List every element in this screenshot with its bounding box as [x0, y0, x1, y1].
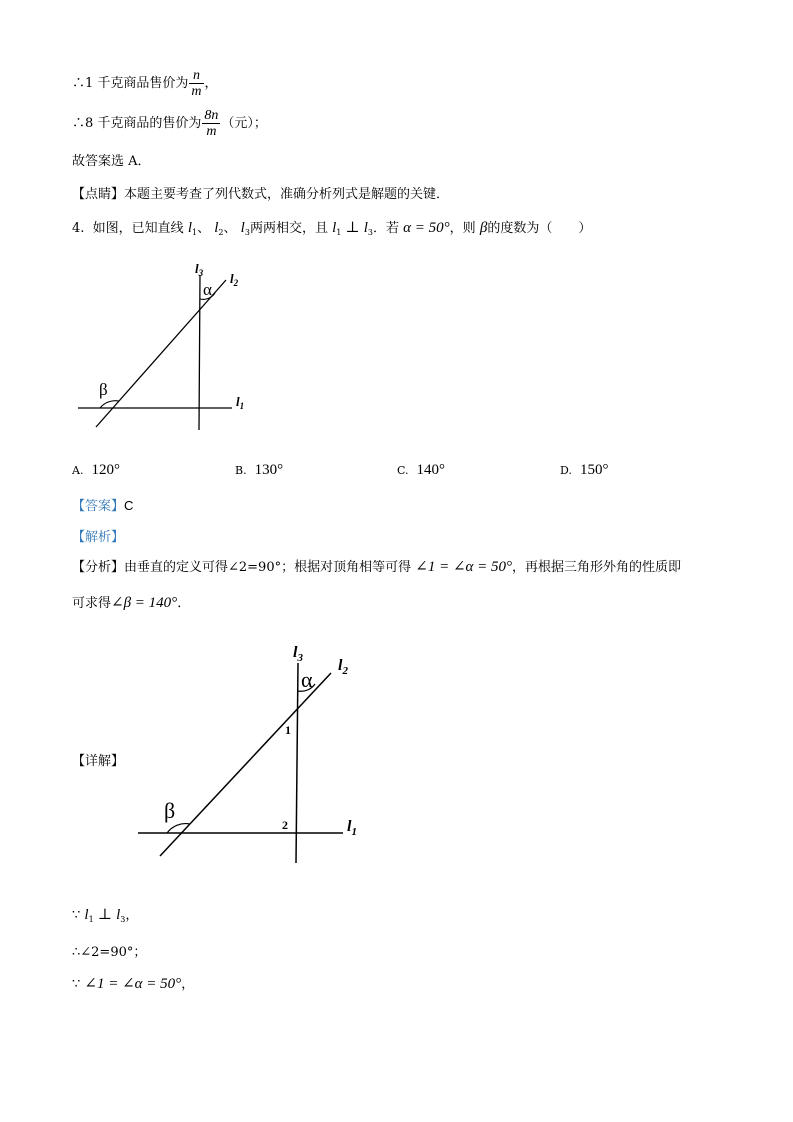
label-l3: $l_3$ [195, 261, 204, 278]
label-l1: $l_1$ [236, 394, 245, 411]
option-value: 140° [416, 462, 446, 478]
line-l2 [160, 673, 331, 856]
option-d [560, 462, 608, 479]
label-angle-1: 1 [285, 723, 291, 737]
option-c [397, 462, 445, 479]
fraction-denominator: m [191, 84, 202, 99]
question-text: 的度数为（ ） [487, 221, 592, 236]
answer-tag: 【答案】 [72, 499, 125, 514]
detail-line-3 [72, 973, 194, 993]
answer-value: C [124, 498, 134, 513]
fraction-numerator: n [189, 68, 203, 84]
line-price-8kg [72, 108, 267, 139]
detail-text: ， [125, 908, 139, 923]
label-l3: $l_3$ [293, 644, 303, 664]
option-value: 120° [91, 462, 120, 478]
math-l: l [363, 220, 368, 236]
analysis-tag: 【解析】 [72, 530, 125, 545]
analysis-text: 【分析】由垂直的定义可得∠2=90°；根据对顶角相等可得 [72, 560, 412, 575]
option-label: B. [235, 464, 247, 477]
answer-line [72, 495, 133, 514]
analysis-text: 可求得 [72, 596, 112, 611]
detail-line-1 [72, 904, 138, 924]
analysis-equation: ∠β = 140° [111, 595, 178, 611]
math-sub: 3 [120, 915, 126, 924]
label-l1: $l_1$ [347, 818, 357, 838]
because-symbol: ∵ [72, 908, 81, 923]
analysis-text: ，再根据三角形外角的性质即 [512, 560, 682, 575]
line-l2 [96, 280, 226, 427]
option-value: 150° [579, 462, 609, 478]
math-l: l [116, 907, 121, 923]
option-value: 130° [254, 462, 284, 478]
math-sub: 1 [192, 228, 198, 237]
line-text: ∴1 千克商品售价为 [72, 76, 189, 91]
question-text: 两两相交，且 [249, 221, 328, 236]
line-price-per-kg [72, 68, 218, 99]
math-sub: 1 [88, 915, 94, 924]
detail-line-2: ∴∠2=90°； [72, 945, 147, 960]
line-answer-a: 故答案选 A． [72, 154, 151, 169]
perp-symbol: ⊥ [97, 907, 112, 923]
question-4 [72, 217, 591, 237]
line-text: ， [204, 76, 218, 91]
math-sub: 3 [244, 228, 250, 237]
separator: 、 [197, 221, 211, 236]
separator: 、 [223, 221, 237, 236]
question-number: 4. [72, 221, 85, 236]
line-l3 [199, 275, 200, 430]
perp-symbol: ⊥ [345, 220, 360, 236]
option-label: C. [397, 464, 409, 477]
analysis-para-2 [72, 592, 190, 612]
analysis-equation: ∠1 = ∠α = 50° [415, 559, 513, 575]
math-l: l [240, 220, 245, 236]
label-beta: β [164, 798, 176, 823]
fraction-denominator: m [206, 124, 217, 139]
analysis-para-1 [72, 556, 681, 576]
figure-solution [130, 638, 370, 868]
beta-symbol: β [479, 220, 488, 236]
line-text: （元）； [221, 116, 267, 131]
math-l: l [187, 220, 192, 236]
label-beta: β [99, 380, 108, 399]
question-text: 如图，已知直线 [92, 221, 184, 236]
option-label: A. [72, 464, 84, 477]
question-text: ．若 [373, 221, 400, 236]
alpha-equation: α = 50° [403, 220, 450, 236]
math-l: l [332, 220, 337, 236]
figure-question [72, 255, 262, 440]
math-sub: 2 [218, 228, 224, 237]
fraction [202, 108, 220, 139]
detail-equation: ∠1 = ∠α = 50° [84, 976, 182, 992]
analysis-text: ． [177, 596, 191, 611]
detail-text: ， [181, 977, 195, 992]
math-l: l [214, 220, 219, 236]
question-text: ，则 [449, 221, 476, 236]
label-l2: $l_2$ [338, 657, 348, 677]
line-text: ∴8 千克商品的售价为 [72, 116, 202, 131]
option-a [72, 462, 120, 479]
label-angle-2: 2 [282, 818, 288, 832]
detail-tag: 【详解】 [72, 754, 125, 769]
fraction-numerator: 8n [204, 108, 219, 123]
label-l2: $l_2$ [230, 271, 239, 288]
math-sub: 3 [367, 228, 374, 237]
line-comment: 【点睛】本题主要考查了列代数式，准确分析列式是解题的关键． [72, 187, 450, 202]
because-symbol: ∵ [72, 977, 81, 992]
label-alpha: α [203, 280, 212, 299]
math-sub: 1 [336, 228, 342, 237]
option-label: D. [560, 464, 572, 477]
option-b [235, 462, 283, 479]
math-l: l [84, 907, 89, 923]
fraction [189, 68, 203, 99]
label-alpha: α [301, 667, 313, 692]
